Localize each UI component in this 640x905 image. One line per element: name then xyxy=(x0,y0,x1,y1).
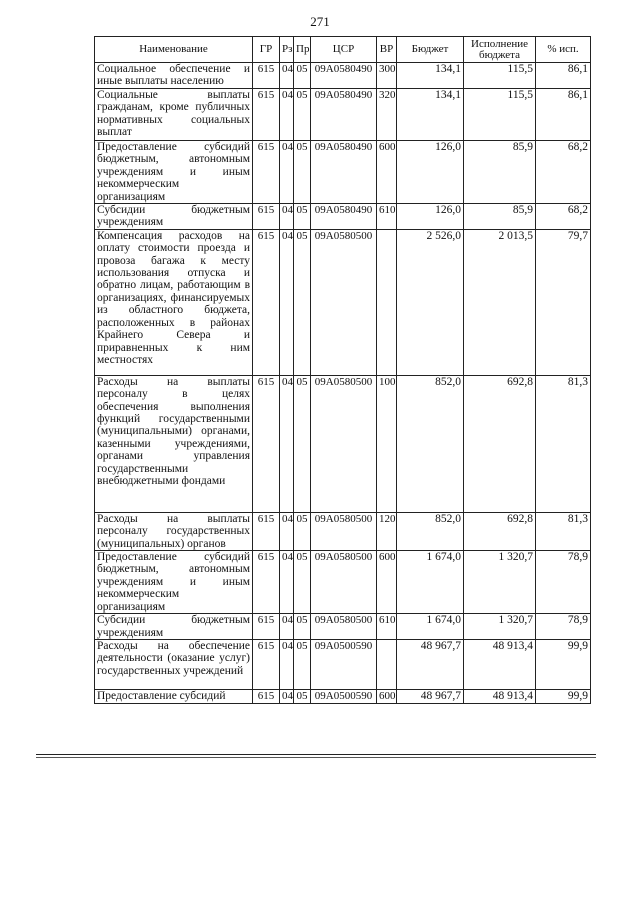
row-budget: 48 967,7 xyxy=(397,689,464,703)
row-execution: 2 013,5 xyxy=(464,229,536,375)
row-gr: 615 xyxy=(253,229,280,375)
row-vr xyxy=(377,229,397,375)
row-gr: 615 xyxy=(253,614,280,640)
row-pr: 05 xyxy=(294,512,311,550)
row-rz: 04 xyxy=(280,141,294,204)
table-row xyxy=(95,204,591,230)
row-pr: 05 xyxy=(294,141,311,204)
table-row xyxy=(95,614,591,640)
row-rz: 04 xyxy=(280,639,294,689)
row-pr: 05 xyxy=(294,204,311,230)
row-vr: 300 xyxy=(377,63,397,89)
row-rz: 04 xyxy=(280,229,294,375)
row-budget: 1 674,0 xyxy=(397,551,464,614)
row-execution: 692,8 xyxy=(464,512,536,550)
header-percent: % исп. xyxy=(536,37,591,63)
header-name: Наименование xyxy=(95,37,253,63)
row-gr: 615 xyxy=(253,375,280,512)
row-budget: 852,0 xyxy=(397,512,464,550)
header-execution: Исполнение бюджета xyxy=(464,37,536,63)
row-pr: 05 xyxy=(294,614,311,640)
row-rz: 04 xyxy=(280,204,294,230)
row-csr: 09А0580490 xyxy=(311,141,377,204)
row-gr: 615 xyxy=(253,639,280,689)
row-name: Субсидии бюджетным учреждениям xyxy=(95,204,253,230)
row-vr: 320 xyxy=(377,89,397,141)
row-gr: 615 xyxy=(253,89,280,141)
row-rz: 04 xyxy=(280,551,294,614)
row-name: Предоставление субсидий бюджетным, автономным учреждениям и иным некоммерческим организациям xyxy=(95,551,253,614)
row-csr: 09А0500590 xyxy=(311,689,377,703)
row-gr: 615 xyxy=(253,63,280,89)
row-pr: 05 xyxy=(294,551,311,614)
row-vr: 100 xyxy=(377,375,397,512)
row-pr: 05 xyxy=(294,639,311,689)
row-vr: 610 xyxy=(377,204,397,230)
row-percent: 81,3 xyxy=(536,512,591,550)
row-name: Компенсация расходов на оплату стоимости проезда и провоза багажа к месту использования отпуска и обратно лицам, работающим в организациях, финансируемых из областного бюджета, расположенных в районах Крайнего Севера и приравненных к ним местностях xyxy=(95,229,253,375)
bottom-rule xyxy=(36,754,596,755)
row-gr: 615 xyxy=(253,551,280,614)
row-percent: 99,9 xyxy=(536,639,591,689)
row-csr: 09А0580500 xyxy=(311,614,377,640)
row-execution: 48 913,4 xyxy=(464,639,536,689)
row-budget: 126,0 xyxy=(397,141,464,204)
row-execution: 48 913,4 xyxy=(464,689,536,703)
table-row xyxy=(95,89,591,141)
budget-table xyxy=(94,36,591,704)
row-vr: 120 xyxy=(377,512,397,550)
table-row xyxy=(95,689,591,703)
row-name: Субсидии бюджетным учреждениям xyxy=(95,614,253,640)
row-name: Расходы на выплаты персоналу государственных (муниципальных) органов xyxy=(95,512,253,550)
table-row xyxy=(95,551,591,614)
row-name: Социальное обеспечение и иные выплаты населению xyxy=(95,63,253,89)
row-percent: 68,2 xyxy=(536,204,591,230)
row-vr: 610 xyxy=(377,614,397,640)
row-csr: 09А0580490 xyxy=(311,89,377,141)
row-name: Социальные выплаты гражданам, кроме публичных нормативных социальных выплат xyxy=(95,89,253,141)
row-budget: 2 526,0 xyxy=(397,229,464,375)
table-row xyxy=(95,512,591,550)
row-budget: 48 967,7 xyxy=(397,639,464,689)
row-name: Предоставление субсидий бюджетным, автономным учреждениям и иным некоммерческим организациям xyxy=(95,141,253,204)
row-percent: 86,1 xyxy=(536,63,591,89)
page-number: 271 xyxy=(310,14,330,29)
row-rz: 04 xyxy=(280,689,294,703)
header-vr: ВР xyxy=(377,37,397,63)
row-csr: 09А0580500 xyxy=(311,375,377,512)
row-csr: 09А0580500 xyxy=(311,551,377,614)
table-row xyxy=(95,639,591,689)
table-body xyxy=(95,63,591,704)
row-rz: 04 xyxy=(280,614,294,640)
table-row xyxy=(95,229,591,375)
row-rz: 04 xyxy=(280,63,294,89)
table-row xyxy=(95,63,591,89)
row-csr: 09А0500590 xyxy=(311,639,377,689)
row-name: Расходы на обеспечение деятельности (оказание услуг) государственных учреждений xyxy=(95,639,253,689)
row-gr: 615 xyxy=(253,512,280,550)
row-percent: 68,2 xyxy=(536,141,591,204)
row-rz: 04 xyxy=(280,89,294,141)
row-pr: 05 xyxy=(294,63,311,89)
row-execution: 692,8 xyxy=(464,375,536,512)
row-pr: 05 xyxy=(294,689,311,703)
row-execution: 1 320,7 xyxy=(464,551,536,614)
row-vr xyxy=(377,639,397,689)
row-execution: 85,9 xyxy=(464,141,536,204)
row-csr: 09А0580500 xyxy=(311,229,377,375)
row-gr: 615 xyxy=(253,689,280,703)
row-percent: 81,3 xyxy=(536,375,591,512)
row-pr: 05 xyxy=(294,375,311,512)
row-name: Расходы на выплаты персоналу в целях обеспечения выполнения функций государственными (муниципальными) органами, казенными учреждениями, органами управления государственными внебюджетными фондами xyxy=(95,375,253,512)
table-header-row xyxy=(95,37,591,63)
row-budget: 1 674,0 xyxy=(397,614,464,640)
row-vr: 600 xyxy=(377,141,397,204)
header-budget: Бюджет xyxy=(397,37,464,63)
table-row xyxy=(95,141,591,204)
table-row xyxy=(95,375,591,512)
header-rz: Рз xyxy=(280,37,294,63)
row-percent: 78,9 xyxy=(536,551,591,614)
row-execution: 85,9 xyxy=(464,204,536,230)
row-pr: 05 xyxy=(294,229,311,375)
row-name: Предоставление субсидий xyxy=(95,689,253,703)
row-execution: 1 320,7 xyxy=(464,614,536,640)
row-execution: 115,5 xyxy=(464,63,536,89)
row-gr: 615 xyxy=(253,204,280,230)
row-execution: 115,5 xyxy=(464,89,536,141)
row-percent: 86,1 xyxy=(536,89,591,141)
header-gr: ГР xyxy=(253,37,280,63)
row-percent: 79,7 xyxy=(536,229,591,375)
row-budget: 134,1 xyxy=(397,63,464,89)
row-budget: 126,0 xyxy=(397,204,464,230)
row-percent: 78,9 xyxy=(536,614,591,640)
row-budget: 134,1 xyxy=(397,89,464,141)
row-csr: 09А0580500 xyxy=(311,512,377,550)
row-vr: 600 xyxy=(377,551,397,614)
bottom-rule-secondary xyxy=(36,757,596,758)
row-rz: 04 xyxy=(280,375,294,512)
row-vr: 600 xyxy=(377,689,397,703)
row-pr: 05 xyxy=(294,89,311,141)
header-csr: ЦСР xyxy=(311,37,377,63)
row-percent: 99,9 xyxy=(536,689,591,703)
row-rz: 04 xyxy=(280,512,294,550)
row-csr: 09А0580490 xyxy=(311,204,377,230)
header-pr: Пр xyxy=(294,37,311,63)
row-csr: 09А0580490 xyxy=(311,63,377,89)
row-gr: 615 xyxy=(253,141,280,204)
row-budget: 852,0 xyxy=(397,375,464,512)
